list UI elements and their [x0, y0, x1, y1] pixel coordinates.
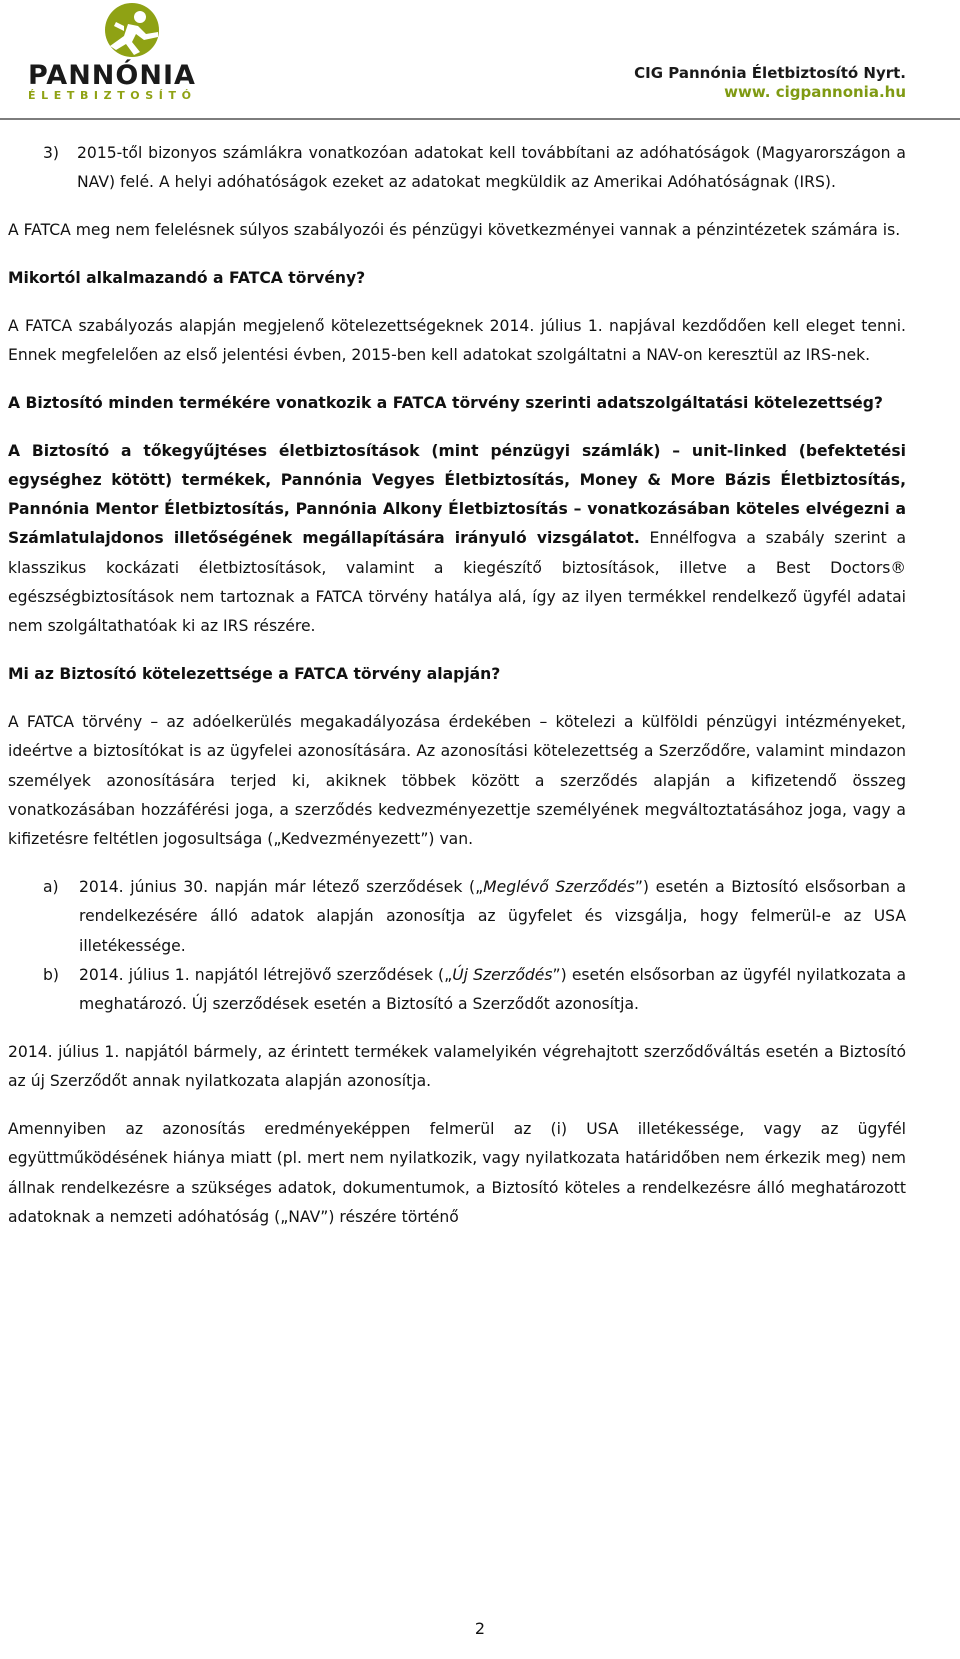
runner-logo-icon [88, 2, 174, 62]
company-name: CIG Pannónia Életbiztosító Nyrt. [634, 64, 906, 82]
item-b-italic: Új Szerződés [452, 965, 553, 984]
heading-when-applicable: Mikortól alkalmazandó a FATCA törvény? [8, 268, 366, 287]
list-item-text: 2015-től bizonyos számlákra vonatkozóan adatokat kell továbbítani az adóhatóságok (Magyarországon a NAV) felé. A helyi adóhatóságok ezeket az adatokat megküldik az Amerikai Adóhatóságnak (IRS). [77, 144, 906, 192]
page-header [0, 0, 960, 120]
item-b-post: ”) esetén elsősorban az ügyfél nyilatkozata a meghatározó. Új szerződések esetén a Biztosító a Szerződőt azonosítja. [79, 965, 906, 1014]
list-marker: a) [43, 877, 59, 896]
paragraph-identification: A FATCA törvény – az adóelkerülés megakadályozása érdekében – kötelezi a külföldi pénzügyi intézményeket, ideértve a biztosítókat is az ügyfelei azonosítására. Az azonosítási kötelezettség a Szerződőre, valamint mindazon személyek azonosítására terjed ki, akiknek többek között a szerződés alapján a kifizetendő összeg vonatkozásában hozzáférési joga, a szerződés kedvezményezettje személyének megváltoztatásához joga, vagy a kifizetésre feltétlen jogosultsága („Kedvezményezett”) van. [8, 712, 906, 849]
products-bold-text: A Biztosító a tőkegyűjtéses életbiztosítások (mint pénzügyi számlák) – unit-linked (befektetési egységhez kötött) termékek, Pannónia Vegyes Életbiztosítás, Money & More Bázis Életbiztosítás, Pannónia Mentor Életbiztosítás, Pannónia Alkony Életbiztosítás – vonatkozásában köteles elvégezni a Számlatulajdonos illetőségének megállapítására irányuló vizsgálatot. [8, 441, 906, 548]
list-item-a [8, 873, 906, 961]
list-marker: 3) [43, 144, 60, 162]
paragraph-products [8, 437, 906, 642]
company-logo [26, 2, 206, 106]
paragraph-start-date: A FATCA szabályozás alapján megjelenő kötelezettségeknek 2014. július 1. napjával kezdődően kell eleget tenni. Ennek megfelelően az első jelentési évben, 2015-ben kell adatokat szolgáltatni a NAV-on keresztül az IRS-nek. [8, 316, 906, 364]
paragraph-reporting: Amennyiben az azonosítás eredményeképpen felmerül az (i) USA illetékessége, vagy az ügyfél együttműködésének hiánya miatt (pl. mert nem nyilatkozik, vagy nyilatkozata határidőben nem érkezik meg) nem állnak rendelkezésre a szükséges adatok, dokumentumok, a Biztosító köteles a rendelkezésre álló meghatározott adatoknak a nemzeti adóhatóság („NAV”) részére történő [8, 1120, 906, 1226]
document-body [8, 139, 906, 1232]
item-a-post: ”) esetén a Biztosító elsősorban a rendelkezésére álló adatok alapján azonosítja az ügyfelet és vizsgálja, hogy felmerül-e az USA illetékessége. [79, 877, 907, 955]
company-info [634, 64, 906, 102]
list-item-text [79, 961, 906, 1020]
heading-obligation: Mi az Biztosító kötelezettsége a FATCA törvény alapján? [8, 665, 501, 684]
logo-wordmark: PANNÓNIA [28, 60, 196, 91]
list-item-text [79, 873, 906, 961]
item-a-pre: 2014. június 30. napján már létező szerződések („ [79, 877, 484, 896]
header-divider [0, 118, 960, 120]
heading-products: A Biztosító minden termékére vonatkozik a FATCA törvény szerinti adatszolgáltatási kötelezettség? [8, 393, 883, 412]
products-rest-text: Ennélfogva a szabály szerint a klasszikus kockázati életbiztosítások, valamint a kiegészítő biztosítások, illetve a Best Doctors® egészségbiztosítások nem tartoznak a FATCA törvény hatálya alá, így az ilyen termékkel rendelkező ügyfél adatai nem szolgáltathatóak ki az IRS részére. [8, 529, 906, 636]
item-b-pre: 2014. július 1. napjától létrejövő szerződések („ [79, 965, 453, 984]
list-item-b [8, 961, 906, 1020]
item-a-italic: Meglévő Szerződés [483, 877, 635, 896]
page-number: 2 [474, 1619, 486, 1638]
company-url: www. cigpannonia.hu [724, 83, 906, 101]
logo-subtitle: ÉLETBIZTOSÍTÓ [28, 89, 197, 102]
paragraph-consequences: A FATCA meg nem felelésnek súlyos szabályozói és pénzügyi következményei vannak a pénzintézetek számára is. [8, 221, 901, 240]
list-marker: b) [43, 965, 59, 984]
paragraph-policyholder-change: 2014. július 1. napjától bármely, az érintett termékek valamelyikén végrehajtott szerződőváltás esetén a Biztosító az új Szerződőt annak nyilatkozata alapján azonosítja. [8, 1042, 906, 1091]
list-item-3 [8, 139, 906, 198]
